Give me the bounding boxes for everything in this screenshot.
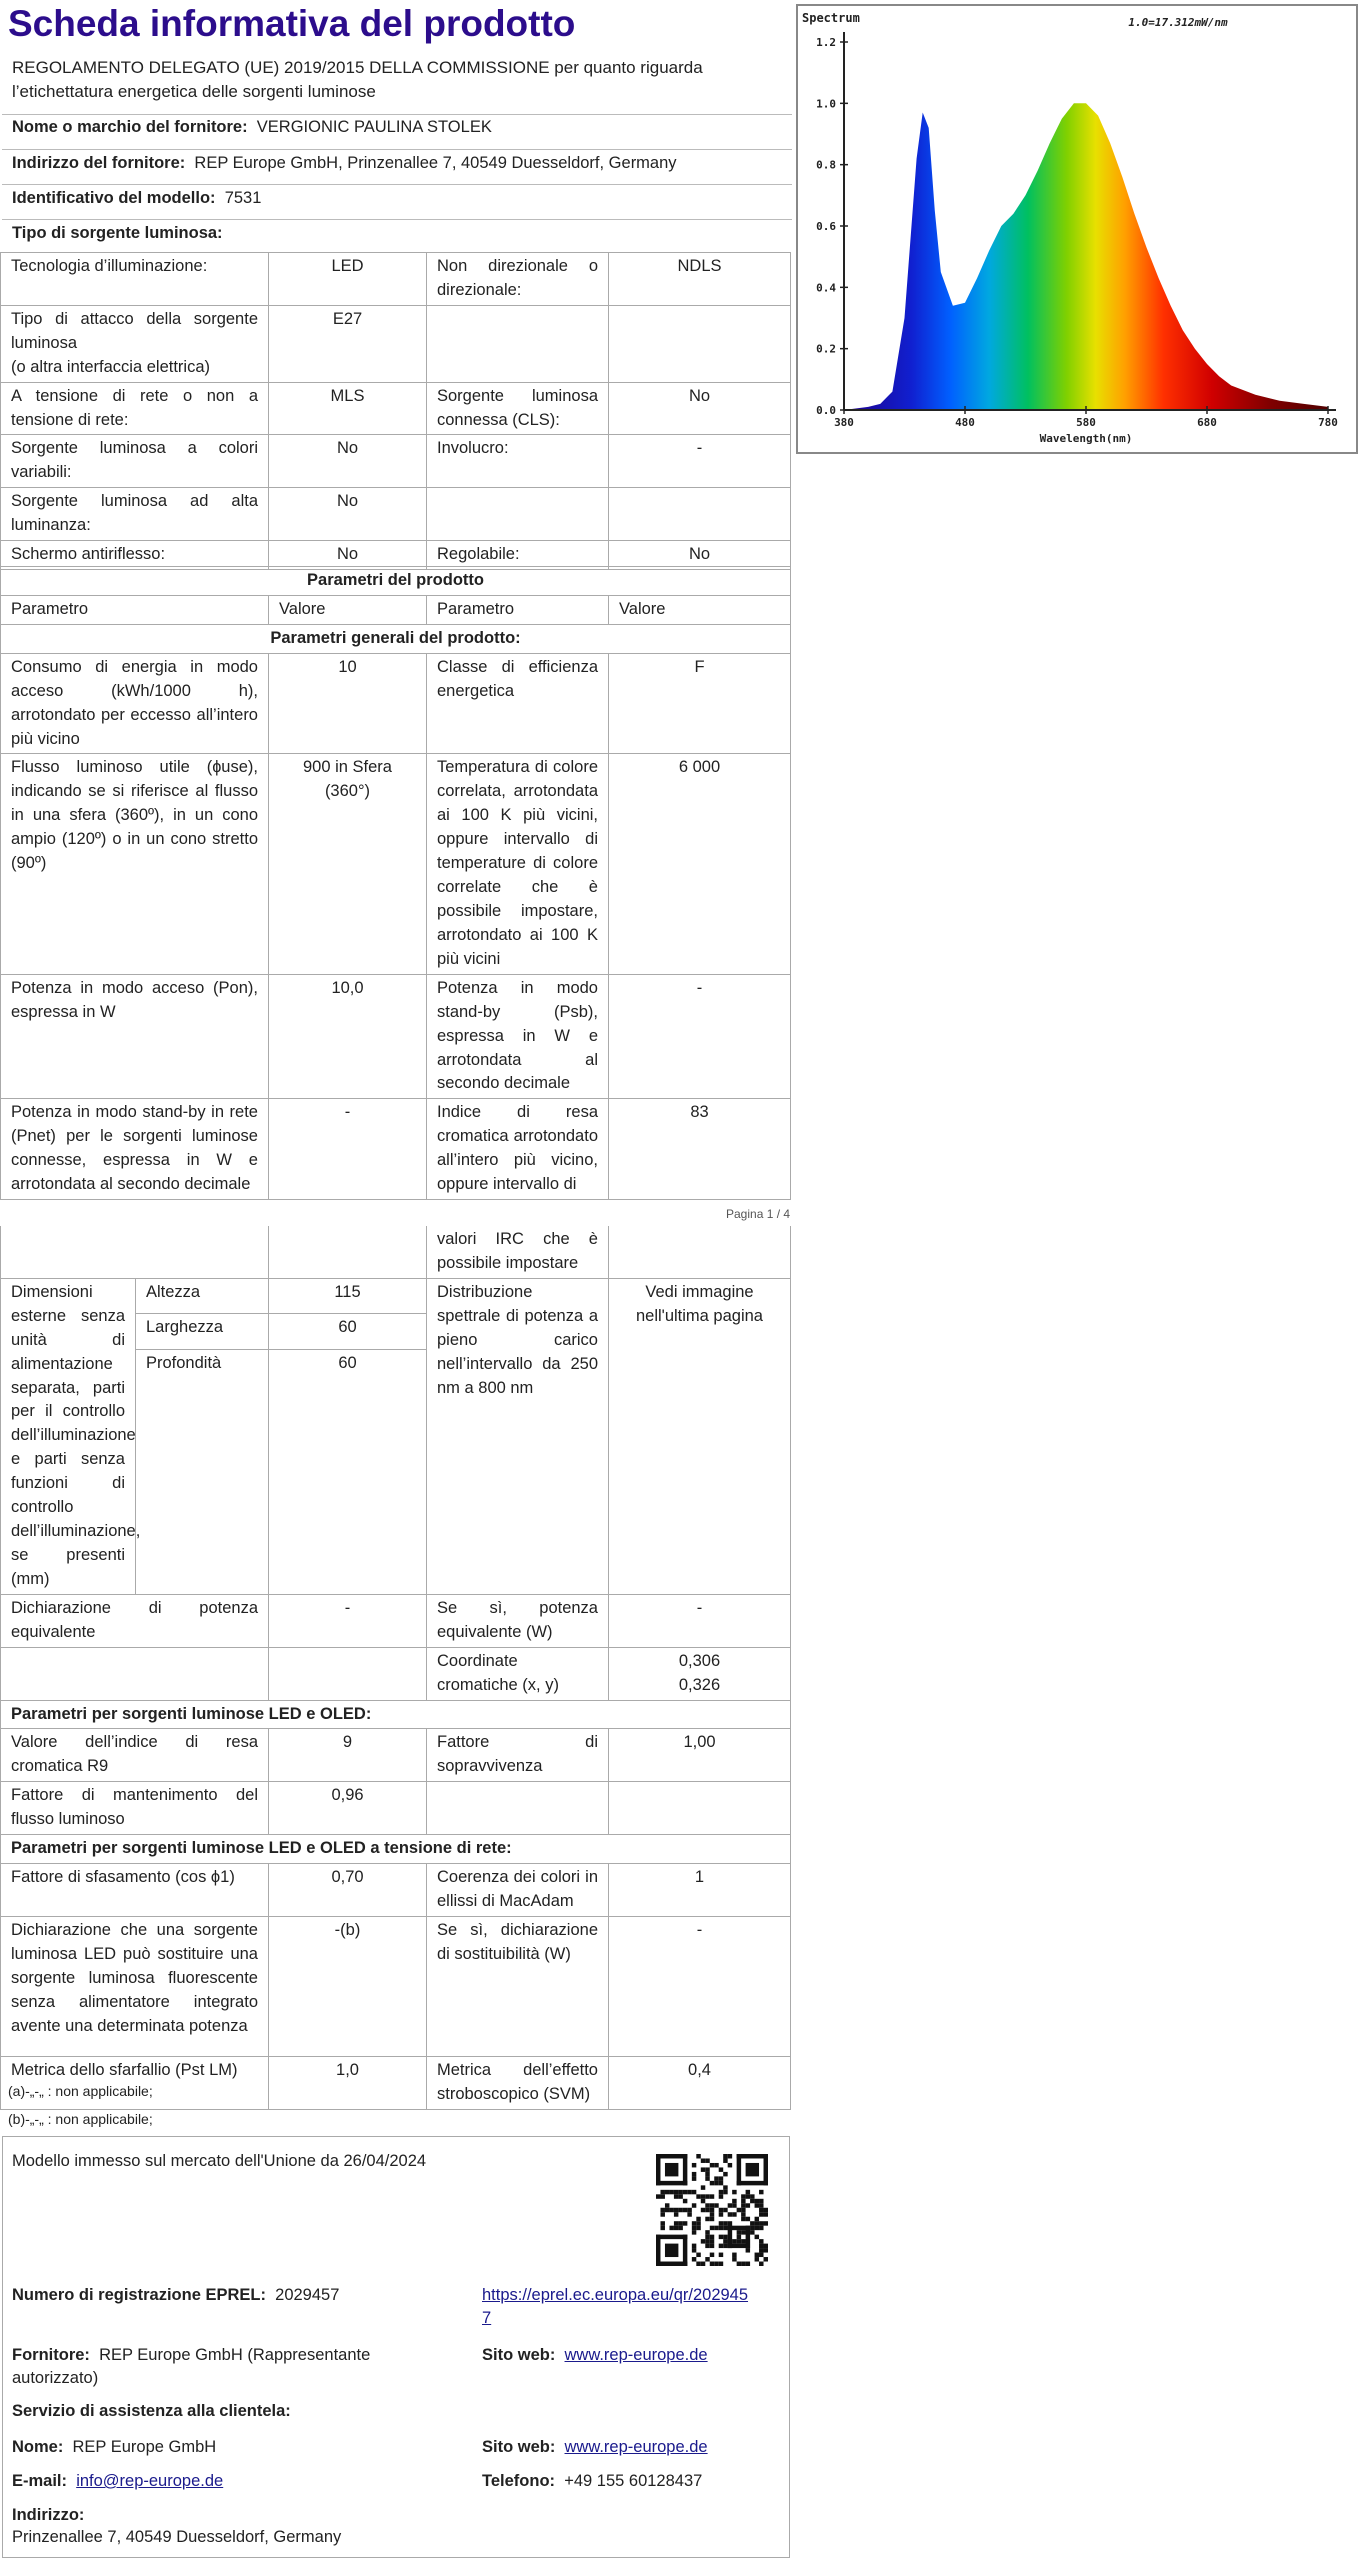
mains-params-title: Parametri per sorgenti luminose LED e OLED a tensione di rete: bbox=[1, 1835, 791, 1864]
type-table-cell-value-2: No bbox=[609, 382, 791, 435]
type-table-cell-value-2 bbox=[609, 488, 791, 541]
x-tick-label: 380 bbox=[834, 416, 854, 429]
mains-params-row bbox=[1, 1864, 791, 1917]
general-params-cell-param-2: Temperatura di colore correlata, arrotondata ai 100 K più vicini, oppure intervallo di temperature di colore correlate che è possibile impostare, arrotondato ai 100 K più vicini bbox=[427, 754, 609, 974]
led-params-row bbox=[1, 1782, 791, 1835]
mains-params-cell-value-2: 1 bbox=[609, 1864, 791, 1917]
parameters-table bbox=[0, 566, 791, 1200]
divider bbox=[2, 219, 792, 220]
led-params-cell-param-2 bbox=[427, 1782, 609, 1835]
y-tick-label: 0.6 bbox=[816, 220, 836, 233]
y-tick-label: 0.8 bbox=[816, 158, 836, 172]
type-table-cell-param-2 bbox=[427, 488, 609, 541]
col-header-value: Valore bbox=[269, 595, 427, 624]
phone-label: Telefono: bbox=[482, 2472, 556, 2490]
market-date: Modello immesso sul mercato dell'Unione da 26/04/2024 bbox=[12, 2152, 427, 2170]
x-tick-label: 780 bbox=[1318, 416, 1338, 429]
type-table-cell-value: No bbox=[269, 435, 427, 488]
light-source-type-label: Tipo di sorgente luminosa: bbox=[12, 224, 223, 242]
general-params-cell-value-2: - bbox=[609, 974, 791, 1099]
light-source-type-table bbox=[0, 252, 791, 570]
spectrum-area bbox=[844, 103, 1328, 410]
website-label-2: Sito web: bbox=[482, 2438, 556, 2456]
type-table-cell-param: Schermo antiriflesso: bbox=[1, 541, 269, 570]
power-params-cell-value bbox=[269, 1647, 427, 1700]
col-header-param-2: Parametro bbox=[427, 595, 609, 624]
general-params-cell-param: Potenza in modo stand-by in rete (Pnet) per le sorgenti luminose connesse, espressa in W e arrotondata al secondo decimale bbox=[1, 1099, 269, 1200]
model-id-row bbox=[12, 187, 261, 210]
phone-row bbox=[482, 2470, 702, 2493]
chart-annotation: 1.0=17.312mW/nm bbox=[1128, 16, 1228, 29]
power-params-cell-param bbox=[1, 1647, 269, 1700]
supplier-address-row bbox=[12, 152, 677, 175]
mains-params-cell-param-2: Metrica dell’effetto stroboscopico (SVM) bbox=[427, 2056, 609, 2109]
customer-service-title: Servizio di assistenza alla clientela: bbox=[12, 2402, 291, 2420]
dim-width-value: 60 bbox=[269, 1314, 427, 1350]
spectrum-chart bbox=[796, 4, 1358, 454]
x-tick-label: 680 bbox=[1197, 416, 1217, 429]
service-name-row bbox=[12, 2436, 216, 2459]
general-params-cell-value: 10,0 bbox=[269, 974, 427, 1099]
type-table-cell-value: No bbox=[269, 541, 427, 570]
type-table-row bbox=[1, 253, 791, 306]
dim-height-label: Altezza bbox=[136, 1278, 269, 1313]
general-params-cell-param-2: Classe di efficienza energetica bbox=[427, 653, 609, 754]
supplier-address-value: REP Europe GmbH, Prinzenallee 7, 40549 Duesseldorf, Germany bbox=[194, 154, 677, 172]
mains-params-cell-param: Fattore di sfasamento (cos ϕ1) bbox=[1, 1864, 269, 1917]
type-table-cell-value-2: No bbox=[609, 541, 791, 570]
y-tick-label: 0.4 bbox=[816, 281, 836, 295]
x-tick-label: 480 bbox=[955, 416, 975, 429]
type-table-cell-value-2: NDLS bbox=[609, 253, 791, 306]
led-params-cell-param-2: Fattore di sopravvivenza bbox=[427, 1729, 609, 1782]
general-params-cell-value: 10 bbox=[269, 653, 427, 754]
type-table-cell-value: MLS bbox=[269, 382, 427, 435]
supplier-address-label: Indirizzo del fornitore: bbox=[12, 154, 186, 172]
type-table-cell-param: Tipo di attacco della sorgente luminosa (o altra interfaccia elettrica) bbox=[1, 305, 269, 382]
website-link[interactable]: www.rep-europe.de bbox=[564, 2346, 708, 2364]
cont-empty-1 bbox=[1, 1226, 269, 1278]
address-label: Indirizzo: bbox=[12, 2506, 85, 2524]
eprel-label: Numero di registrazione EPREL: bbox=[12, 2286, 266, 2304]
email-link[interactable]: info@rep-europe.de bbox=[76, 2472, 224, 2490]
dim-depth-value: 60 bbox=[269, 1349, 427, 1594]
divider bbox=[2, 149, 792, 150]
mains-params-cell-value-2: 0,4 bbox=[609, 2056, 791, 2109]
model-id-value: 7531 bbox=[224, 189, 262, 207]
power-params-cell-value-2: - bbox=[609, 1594, 791, 1647]
type-table-cell-value-2: - bbox=[609, 435, 791, 488]
eprel-row bbox=[12, 2284, 339, 2307]
x-axis-label: Wavelength(nm) bbox=[1039, 432, 1133, 445]
parameters-section-title: Parametri del prodotto bbox=[1, 567, 791, 596]
footer-supplier-label: Fornitore: bbox=[12, 2346, 90, 2364]
general-params-cell-value-2: 83 bbox=[609, 1099, 791, 1200]
led-params-cell-param: Fattore di mantenimento del flusso luminoso bbox=[1, 1782, 269, 1835]
type-table-row bbox=[1, 305, 791, 382]
general-params-cell-param-2: Potenza in modo stand-by (Psb), espressa in W e arrotondata al secondo decimale bbox=[427, 974, 609, 1099]
eprel-link[interactable]: https://eprel.ec.europa.eu/qr/2029457 bbox=[482, 2286, 749, 2328]
website-row-1 bbox=[482, 2344, 708, 2367]
type-table-cell-param-2: Involucro: bbox=[427, 435, 609, 488]
mains-params-cell-value: 1,0 bbox=[269, 2056, 427, 2109]
divider bbox=[2, 184, 792, 185]
led-params-cell-param: Valore dell’indice di resa cromatica R9 bbox=[1, 1729, 269, 1782]
cont-cri-text: valori IRC che è possibile impostare bbox=[427, 1226, 609, 1278]
email-row bbox=[12, 2470, 223, 2493]
parameters-table-continued bbox=[0, 1226, 791, 2110]
y-tick-label: 1.2 bbox=[816, 36, 836, 49]
mains-params-cell-param-2: Se sì, dichiarazione di sostituibilità (W) bbox=[427, 1916, 609, 2056]
type-table-cell-param-2: Non direzionale o direzionale: bbox=[427, 253, 609, 306]
general-params-row bbox=[1, 974, 791, 1099]
website-label: Sito web: bbox=[482, 2346, 556, 2364]
led-params-cell-value-2: 1,00 bbox=[609, 1729, 791, 1782]
general-params-cell-value: - bbox=[269, 1099, 427, 1200]
mains-params-cell-value-2: - bbox=[609, 1916, 791, 2056]
footer-supplier-value: REP Europe GmbH (Rappresentante autorizzato) bbox=[12, 2346, 375, 2388]
footnote-a: (a)-„-„ : non applicabile; bbox=[8, 2083, 153, 2099]
col-header-value-2: Valore bbox=[609, 595, 791, 624]
mains-params-cell-value: -(b) bbox=[269, 1916, 427, 2056]
y-tick-label: 0.2 bbox=[816, 342, 836, 356]
led-params-cell-value: 9 bbox=[269, 1729, 427, 1782]
type-table-row bbox=[1, 435, 791, 488]
footnote-b: (b)-„-„ : non applicabile; bbox=[8, 2111, 153, 2127]
qr-code-icon bbox=[656, 2154, 768, 2266]
dim-height-value: 115 bbox=[269, 1278, 427, 1313]
website-link-2[interactable]: www.rep-europe.de bbox=[564, 2438, 708, 2456]
power-params-cell-param-2: Coordinate cromatiche (x, y) bbox=[427, 1647, 609, 1700]
general-params-title: Parametri generali del prodotto: bbox=[1, 624, 791, 653]
page-title: Scheda informativa del prodotto bbox=[8, 3, 576, 44]
eprel-value: 2029457 bbox=[275, 2286, 340, 2304]
general-params-cell-param: Potenza in modo acceso (Pon), espressa in W bbox=[1, 974, 269, 1099]
mains-params-cell-param-2: Coerenza dei colori in ellissi di MacAdam bbox=[427, 1864, 609, 1917]
spd-label: Distribuzione spettrale di potenza a pieno carico nell’intervallo da 250 nm a 800 nm bbox=[427, 1278, 609, 1594]
spectrum-svg bbox=[798, 6, 1356, 452]
type-table-row bbox=[1, 488, 791, 541]
regulation-subtitle: REGOLAMENTO DELEGATO (UE) 2019/2015 DELLA COMMISSIONE per quanto riguarda l’etichettatura energetica delle sorgenti luminose bbox=[12, 58, 708, 101]
mains-params-cell-value: 0,70 bbox=[269, 1864, 427, 1917]
col-header-param: Parametro bbox=[1, 595, 269, 624]
service-name-label: Nome: bbox=[12, 2438, 64, 2456]
supplier-name-row bbox=[12, 116, 492, 139]
power-params-row bbox=[1, 1594, 791, 1647]
power-params-cell-param-2: Se sì, potenza equivalente (W) bbox=[427, 1594, 609, 1647]
type-table-cell-value: No bbox=[269, 488, 427, 541]
supplier-name-label: Nome o marchio del fornitore: bbox=[12, 118, 248, 136]
led-params-title: Parametri per sorgenti luminose LED e OLED: bbox=[1, 1700, 791, 1729]
type-table-cell-value-2 bbox=[609, 305, 791, 382]
chart-title: Spectrum bbox=[802, 11, 860, 25]
dim-depth-label: Profondità bbox=[136, 1349, 269, 1594]
general-params-cell-param: Consumo di energia in modo acceso (kWh/1000 h), arrotondato per eccesso all’intero più vicino bbox=[1, 653, 269, 754]
address-value: Prinzenallee 7, 40549 Duesseldorf, Germany bbox=[12, 2528, 342, 2546]
website-row-2 bbox=[482, 2436, 708, 2459]
email-label: E-mail: bbox=[12, 2472, 68, 2490]
y-tick-label: 0.0 bbox=[816, 404, 836, 417]
general-params-row bbox=[1, 653, 791, 754]
led-params-row bbox=[1, 1729, 791, 1782]
spd-value: Vedi immagine nell'ultima pagina bbox=[609, 1278, 791, 1594]
led-params-cell-value: 0,96 bbox=[269, 1782, 427, 1835]
mains-params-row bbox=[1, 1916, 791, 2056]
mains-params-cell-param: Dichiarazione che una sorgente luminosa LED può sostituire una sorgente luminosa fluorescente senza alimentatore integrato avente una determinata potenza bbox=[1, 1916, 269, 2056]
type-table-cell-param-2: Sorgente luminosa connessa (CLS): bbox=[427, 382, 609, 435]
type-table-row bbox=[1, 382, 791, 435]
general-params-row bbox=[1, 754, 791, 974]
type-table-cell-value: LED bbox=[269, 253, 427, 306]
y-tick-label: 1.0 bbox=[816, 97, 836, 111]
phone-value: +49 155 60128437 bbox=[564, 2472, 703, 2490]
x-tick-label: 580 bbox=[1076, 416, 1096, 429]
type-table-cell-param: Sorgente luminosa ad alta luminanza: bbox=[1, 488, 269, 541]
service-name-value: REP Europe GmbH bbox=[72, 2438, 217, 2456]
supplier-name-value: VERGIONIC PAULINA STOLEK bbox=[256, 118, 492, 136]
power-params-cell-value: - bbox=[269, 1594, 427, 1647]
power-params-row bbox=[1, 1647, 791, 1700]
dim-width-label: Larghezza bbox=[136, 1314, 269, 1350]
model-id-label: Identificativo del modello: bbox=[12, 189, 216, 207]
general-params-cell-param: Flusso luminoso utile (ɸuse), indicando se si riferisce al flusso in una sfera (360º), in un cono ampio (120º) o in un cono stretto (90º) bbox=[1, 754, 269, 974]
cont-empty-2 bbox=[269, 1226, 427, 1278]
general-params-row bbox=[1, 1099, 791, 1200]
type-table-cell-param: Tecnologia d’illuminazione: bbox=[1, 253, 269, 306]
cont-empty-3 bbox=[609, 1226, 791, 1278]
page-number: Pagina 1 / 4 bbox=[726, 1207, 791, 1221]
type-table-cell-param-2: Regolabile: bbox=[427, 541, 609, 570]
type-table-cell-param: A tensione di rete o non a tensione di rete: bbox=[1, 382, 269, 435]
dimensions-label: Dimensioni esterne senza unità di alimentazione separata, parti per il controllo dell’illuminazione e parti senza funzioni di controllo dell’illuminazione, se presenti (mm) bbox=[1, 1278, 136, 1594]
power-params-cell-param: Dichiarazione di potenza equivalente bbox=[1, 1594, 269, 1647]
divider bbox=[2, 114, 792, 115]
type-table-cell-value: E27 bbox=[269, 305, 427, 382]
supplier-row bbox=[12, 2344, 452, 2390]
mains-params-cell-param: Metrica dello sfarfallio (Pst LM) bbox=[1, 2056, 269, 2109]
general-params-cell-param-2: Indice di resa cromatica arrotondato all’intero più vicino, oppure intervallo di bbox=[427, 1099, 609, 1200]
power-params-cell-value-2: 0,306 0,326 bbox=[609, 1647, 791, 1700]
general-params-cell-value-2: 6 000 bbox=[609, 754, 791, 974]
led-params-cell-value-2 bbox=[609, 1782, 791, 1835]
general-params-cell-value: 900 in Sfera (360°) bbox=[269, 754, 427, 974]
type-table-cell-param-2 bbox=[427, 305, 609, 382]
general-params-cell-value-2: F bbox=[609, 653, 791, 754]
type-table-cell-param: Sorgente luminosa a colori variabili: bbox=[1, 435, 269, 488]
